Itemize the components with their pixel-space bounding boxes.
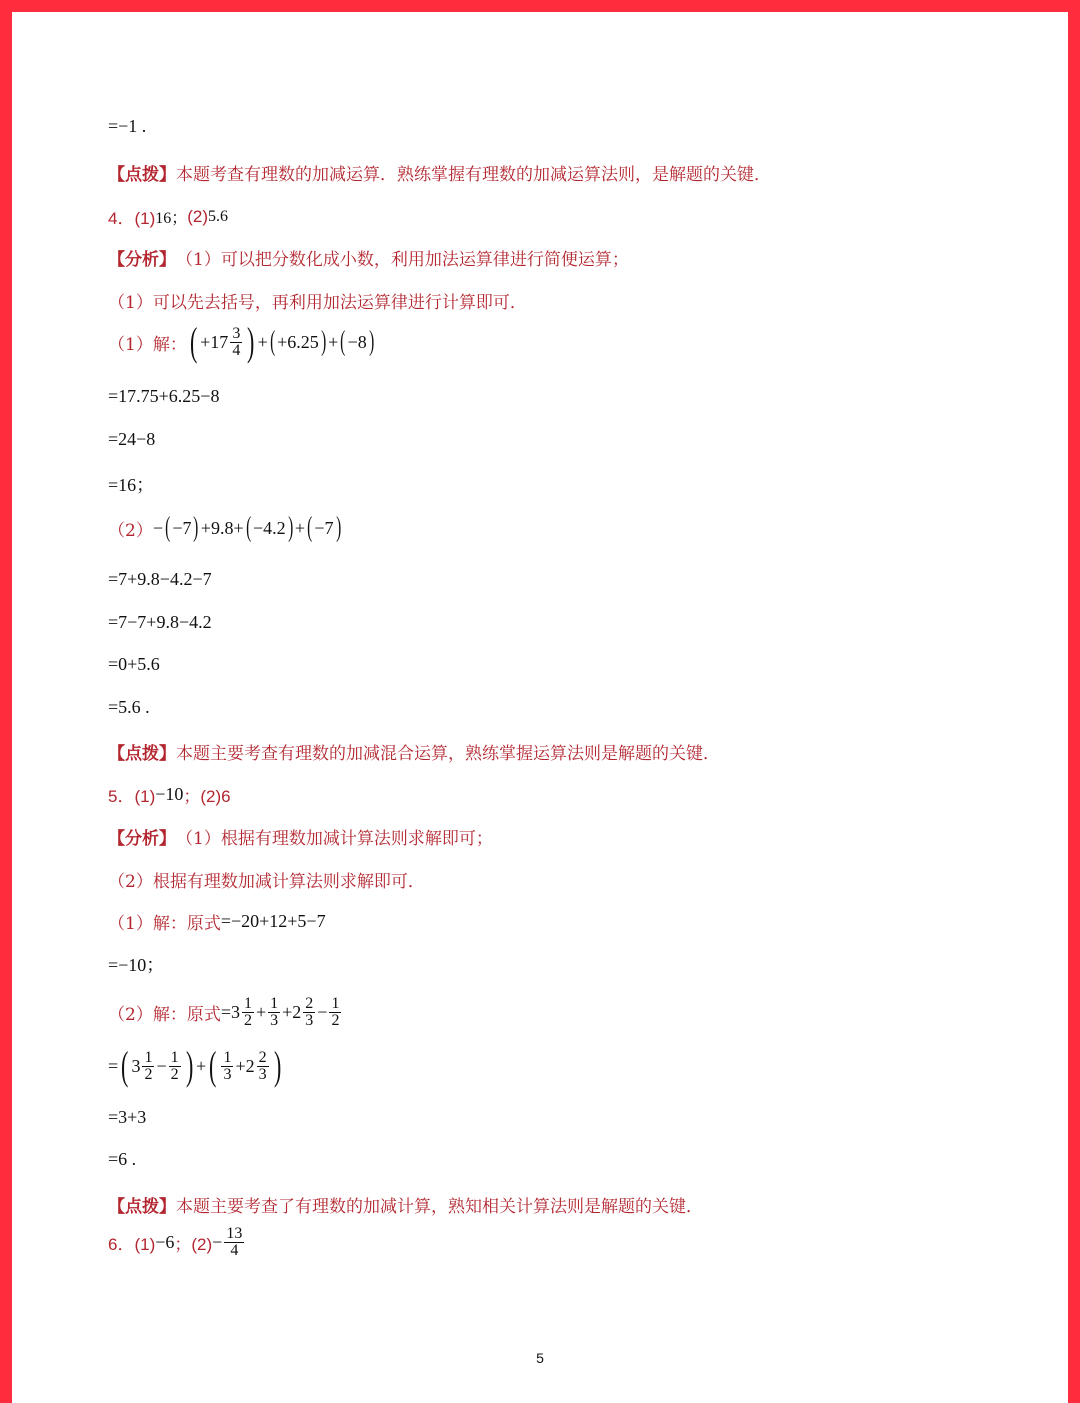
equation-line: =24−8 xyxy=(108,429,156,449)
solution-line: （2） − ( −7 ) +9.8+ ( −4.2 ) + ( −7 ) xyxy=(108,512,341,543)
tip-line: 【点拨】 本题主要考查有理数的加减混合运算，熟练掌握运算法则是解题的关键． xyxy=(108,744,720,764)
fraction: $\frac{1}{2}$ xyxy=(144,1048,153,1083)
page-number: 5 xyxy=(536,1350,544,1366)
fraction: $\frac{2}{3}$ xyxy=(258,1048,267,1083)
equation-line: =16； xyxy=(108,475,155,495)
equation-line: =−1 . xyxy=(108,116,147,136)
fraction: $\frac{13}{4}$ xyxy=(226,1224,243,1259)
tip-tag: 【点拨】 xyxy=(108,165,176,185)
fraction: $\frac{3}{4}$ xyxy=(232,324,241,359)
answer-line-5: 5．(1) −10 ；(2)6 xyxy=(108,784,231,806)
fraction: $\frac{1}{2}$ xyxy=(331,994,340,1029)
equation-line: =5.6 . xyxy=(108,697,150,717)
solution-line: （1）解：原式 =−20+12+5−7 xyxy=(108,911,326,934)
tip-text: 本题考查有理数的加减运算．熟练掌握有理数的加减运算法则，是解题的关键． xyxy=(176,165,771,185)
analysis-line: 【分析】 （1）根据有理数加减计算法则求解即可； xyxy=(108,829,493,849)
answer-line-6: 6．(1) −6 ；(2) − $\frac{13}{4}$ xyxy=(108,1224,243,1259)
analysis-line: 【分析】 （1）可以把分数化成小数，利用加法运算律进行简便运算； xyxy=(108,250,629,270)
analysis-line: （1）可以先去括号，再利用加法运算律进行计算即可． xyxy=(108,293,527,313)
equation-line: =6 . xyxy=(108,1149,137,1169)
analysis-line: （2）根据有理数加减计算法则求解即可． xyxy=(108,872,425,892)
equation-line: =7−7+9.8−4.2 xyxy=(108,612,212,632)
document-page xyxy=(12,12,1068,1403)
equation-line: =3+3 xyxy=(108,1107,147,1127)
fraction: $\frac{2}{3}$ xyxy=(305,994,314,1029)
equation-line: =17.75+6.25−8 xyxy=(108,386,220,406)
solution-line: （2）解：原式 =3 $\frac{1}{2}$ + $\frac{1}{3}$ +2 $\frac{2}{3}$ − $\frac{1}{2}$ xyxy=(108,994,340,1029)
fraction: $\frac{1}{2}$ xyxy=(243,994,252,1029)
equation-line: =7+9.8−4.2−7 xyxy=(108,569,212,589)
fraction: $\frac{1}{3}$ xyxy=(270,994,279,1029)
answer-line-4: 4．(1) 16； (2) 5.6 xyxy=(108,206,229,228)
equation-line: = ( 3 $\frac{1}{2}$ − $\frac{1}{2}$ ) + ( $\frac{1}{3}$ +2 $\frac{2}{3}$ ) xyxy=(108,1043,281,1088)
tip-line: 【点拨】 本题主要考查了有理数的加减计算，熟知相关计算法则是解题的关键． xyxy=(108,1197,703,1217)
equation-line: =0+5.6 xyxy=(108,654,160,674)
fraction: $\frac{1}{3}$ xyxy=(223,1048,232,1083)
fraction: $\frac{1}{2}$ xyxy=(170,1048,179,1083)
tip-line xyxy=(108,160,771,185)
solution-line: （1）解： ( +17 $\frac{3}{4}$ ) + ( +6.25 ) + ( −8 ) xyxy=(108,319,374,364)
equation-line: =−10； xyxy=(108,955,165,975)
